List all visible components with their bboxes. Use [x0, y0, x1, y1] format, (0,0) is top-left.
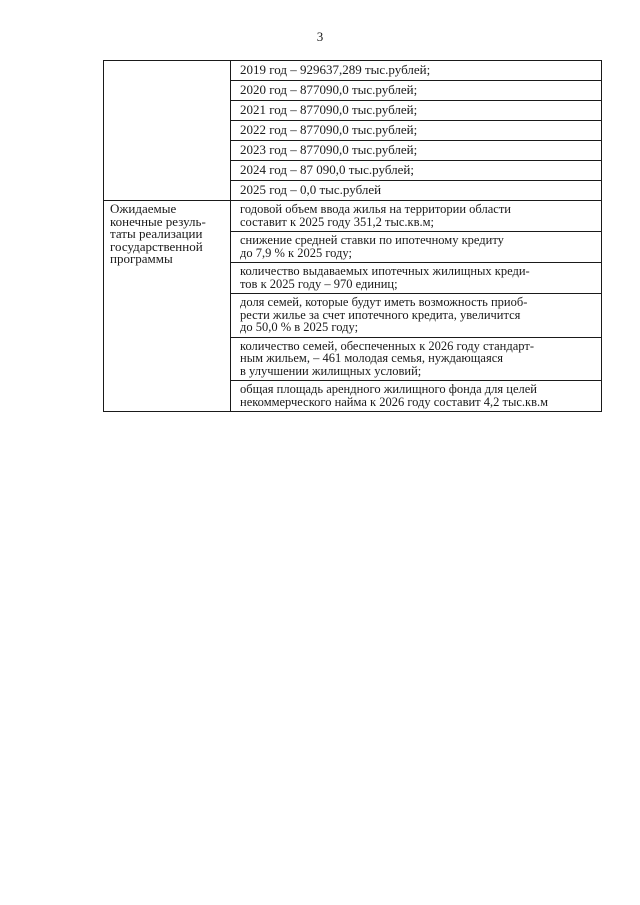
funding-line-2023: 2023 год – 877090,0 тыс.рублей; — [231, 141, 601, 161]
result-line: ным жильем, – 461 молодая семья, нуждающаяся — [240, 351, 503, 365]
funding-line-2021: 2021 год – 877090,0 тыс.рублей; — [231, 101, 601, 121]
funding-label-cell — [104, 61, 231, 201]
label-line: государственной — [110, 238, 203, 254]
result-line: снижение средней ставки по ипотечному кредиту — [240, 233, 504, 247]
funding-row — [104, 61, 602, 201]
expected-results-label-cell — [104, 201, 231, 412]
label-line: Ожидаемые — [110, 201, 177, 216]
result-line: количество выдаваемых ипотечных жилищных креди- — [240, 264, 530, 278]
result-line: составит к 2025 году 351,2 тыс.кв.м; — [240, 214, 435, 229]
funding-line-2024: 2024 год – 87 090,0 тыс.рублей; — [231, 161, 601, 181]
funding-line-2022: 2022 год – 877090,0 тыс.рублей; — [231, 121, 601, 141]
funding-content-cell — [231, 61, 602, 201]
result-line: рести жилье за счет ипотечного кредита, увеличится — [240, 307, 521, 322]
result-line: годовой объем ввода жилья на территории области — [240, 202, 511, 216]
expected-results-row — [104, 201, 602, 412]
result-line: тов к 2025 году – 970 единиц; — [240, 276, 398, 291]
label-line: конечные резуль- — [110, 213, 206, 229]
result-line: до 7,9 % к 2025 году; — [240, 245, 352, 260]
result-young-families — [231, 338, 601, 382]
result-line: некоммерческого найма к 2026 году составит 4,2 тыс.кв.м — [240, 394, 549, 409]
label-line: программы — [110, 251, 173, 266]
expected-results-content-cell — [231, 201, 602, 412]
result-housing-volume — [231, 201, 601, 232]
result-line: в улучшении жилищных условий; — [240, 363, 422, 378]
page-number: 3 — [316, 29, 324, 44]
result-line: количество семей, обеспеченных к 2026 году стандарт- — [240, 338, 534, 353]
result-mortgage-count — [231, 263, 601, 294]
label-line: таты реализации — [110, 226, 203, 241]
funding-line-2019: 2019 год – 929637,289 тыс.рублей; — [231, 61, 601, 81]
result-family-share — [231, 294, 601, 338]
result-mortgage-rate — [231, 232, 601, 263]
result-rental-housing — [231, 381, 601, 411]
funding-line-2025: 2025 год – 0,0 тыс.рублей — [240, 182, 382, 197]
result-line: общая площадь арендного жилищного фонда для целей — [240, 382, 537, 396]
funding-line-2020: 2020 год – 877090,0 тыс.рублей; — [231, 81, 601, 101]
result-line: доля семей, которые будут иметь возможность приоб- — [240, 295, 528, 309]
result-line: до 50,0 % в 2025 году; — [240, 320, 359, 334]
program-passport-table — [103, 60, 602, 412]
